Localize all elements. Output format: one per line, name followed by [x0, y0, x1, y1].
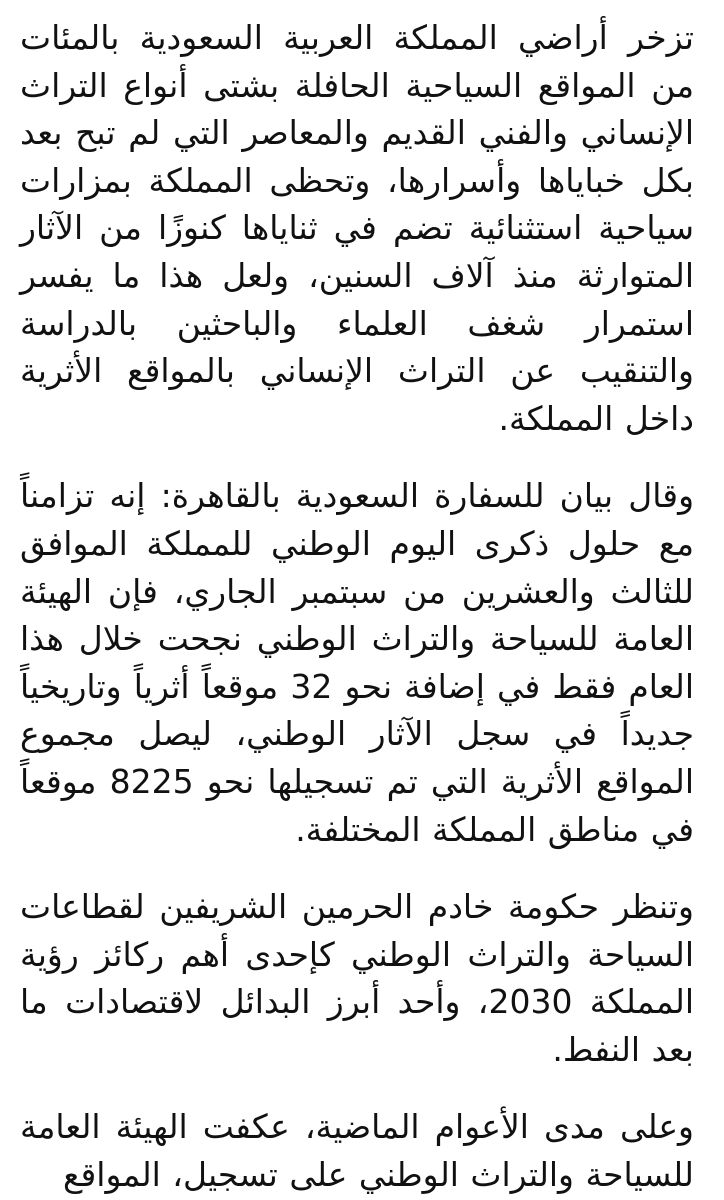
- paragraph-embassy-statement: وقال بيان للسفارة السعودية بالقاهرة: إنه تزامناً مع حلول ذكرى اليوم الوطني للمملكة الموافق للثالث والعشرين من سبتمبر الجاري، فإن الهيئة العامة للسياحة والتراث الوطني نجحت خلال هذا العام فقط في إضافة نحو 32 موقعاً أثرياً وتاريخياً جديداً في سجل الآثار الوطني، ليصل مجموع المواقع الأثرية التي تم تسجيلها نحو 8225 موقعاً في مناطق المملكة المختلفة.: [20, 476, 695, 849]
- paragraph-vision-2030: وتنظر حكومة خادم الحرمين الشريفين لقطاعات السياحة والتراث الوطني كإحدى أهم ركائز رؤية المملكة 2030، وأحد أبرز البدائل لاقتصادات ما بعد النفط.: [20, 887, 695, 1069]
- paragraph-past-years: وعلى مدى الأعوام الماضية، عكفت الهيئة العامة للسياحة والتراث الوطني على تسجيل، المواقع: [20, 1107, 694, 1195]
- paragraph-heritage-sites: تزخر أراضي المملكة العربية السعودية بالمئات من المواقع السياحية الحافلة بشتى أنواع التراث الإنساني والفني القديم والمعاصر التي لم تبح بعد بكل خباياها وأسرارها، وتحظى المملكة بمزارات سياحية استثنائية تضم في ثناياها كنوزًا من الآثار المتوارثة منذ آلاف السنين، ولعل هذا ما يفسر استمرار شغف العلماء والباحثين بالدراسة والتنقيب عن التراث الإنساني بالمواقع الأثرية داخل المملكة.: [20, 18, 694, 438]
